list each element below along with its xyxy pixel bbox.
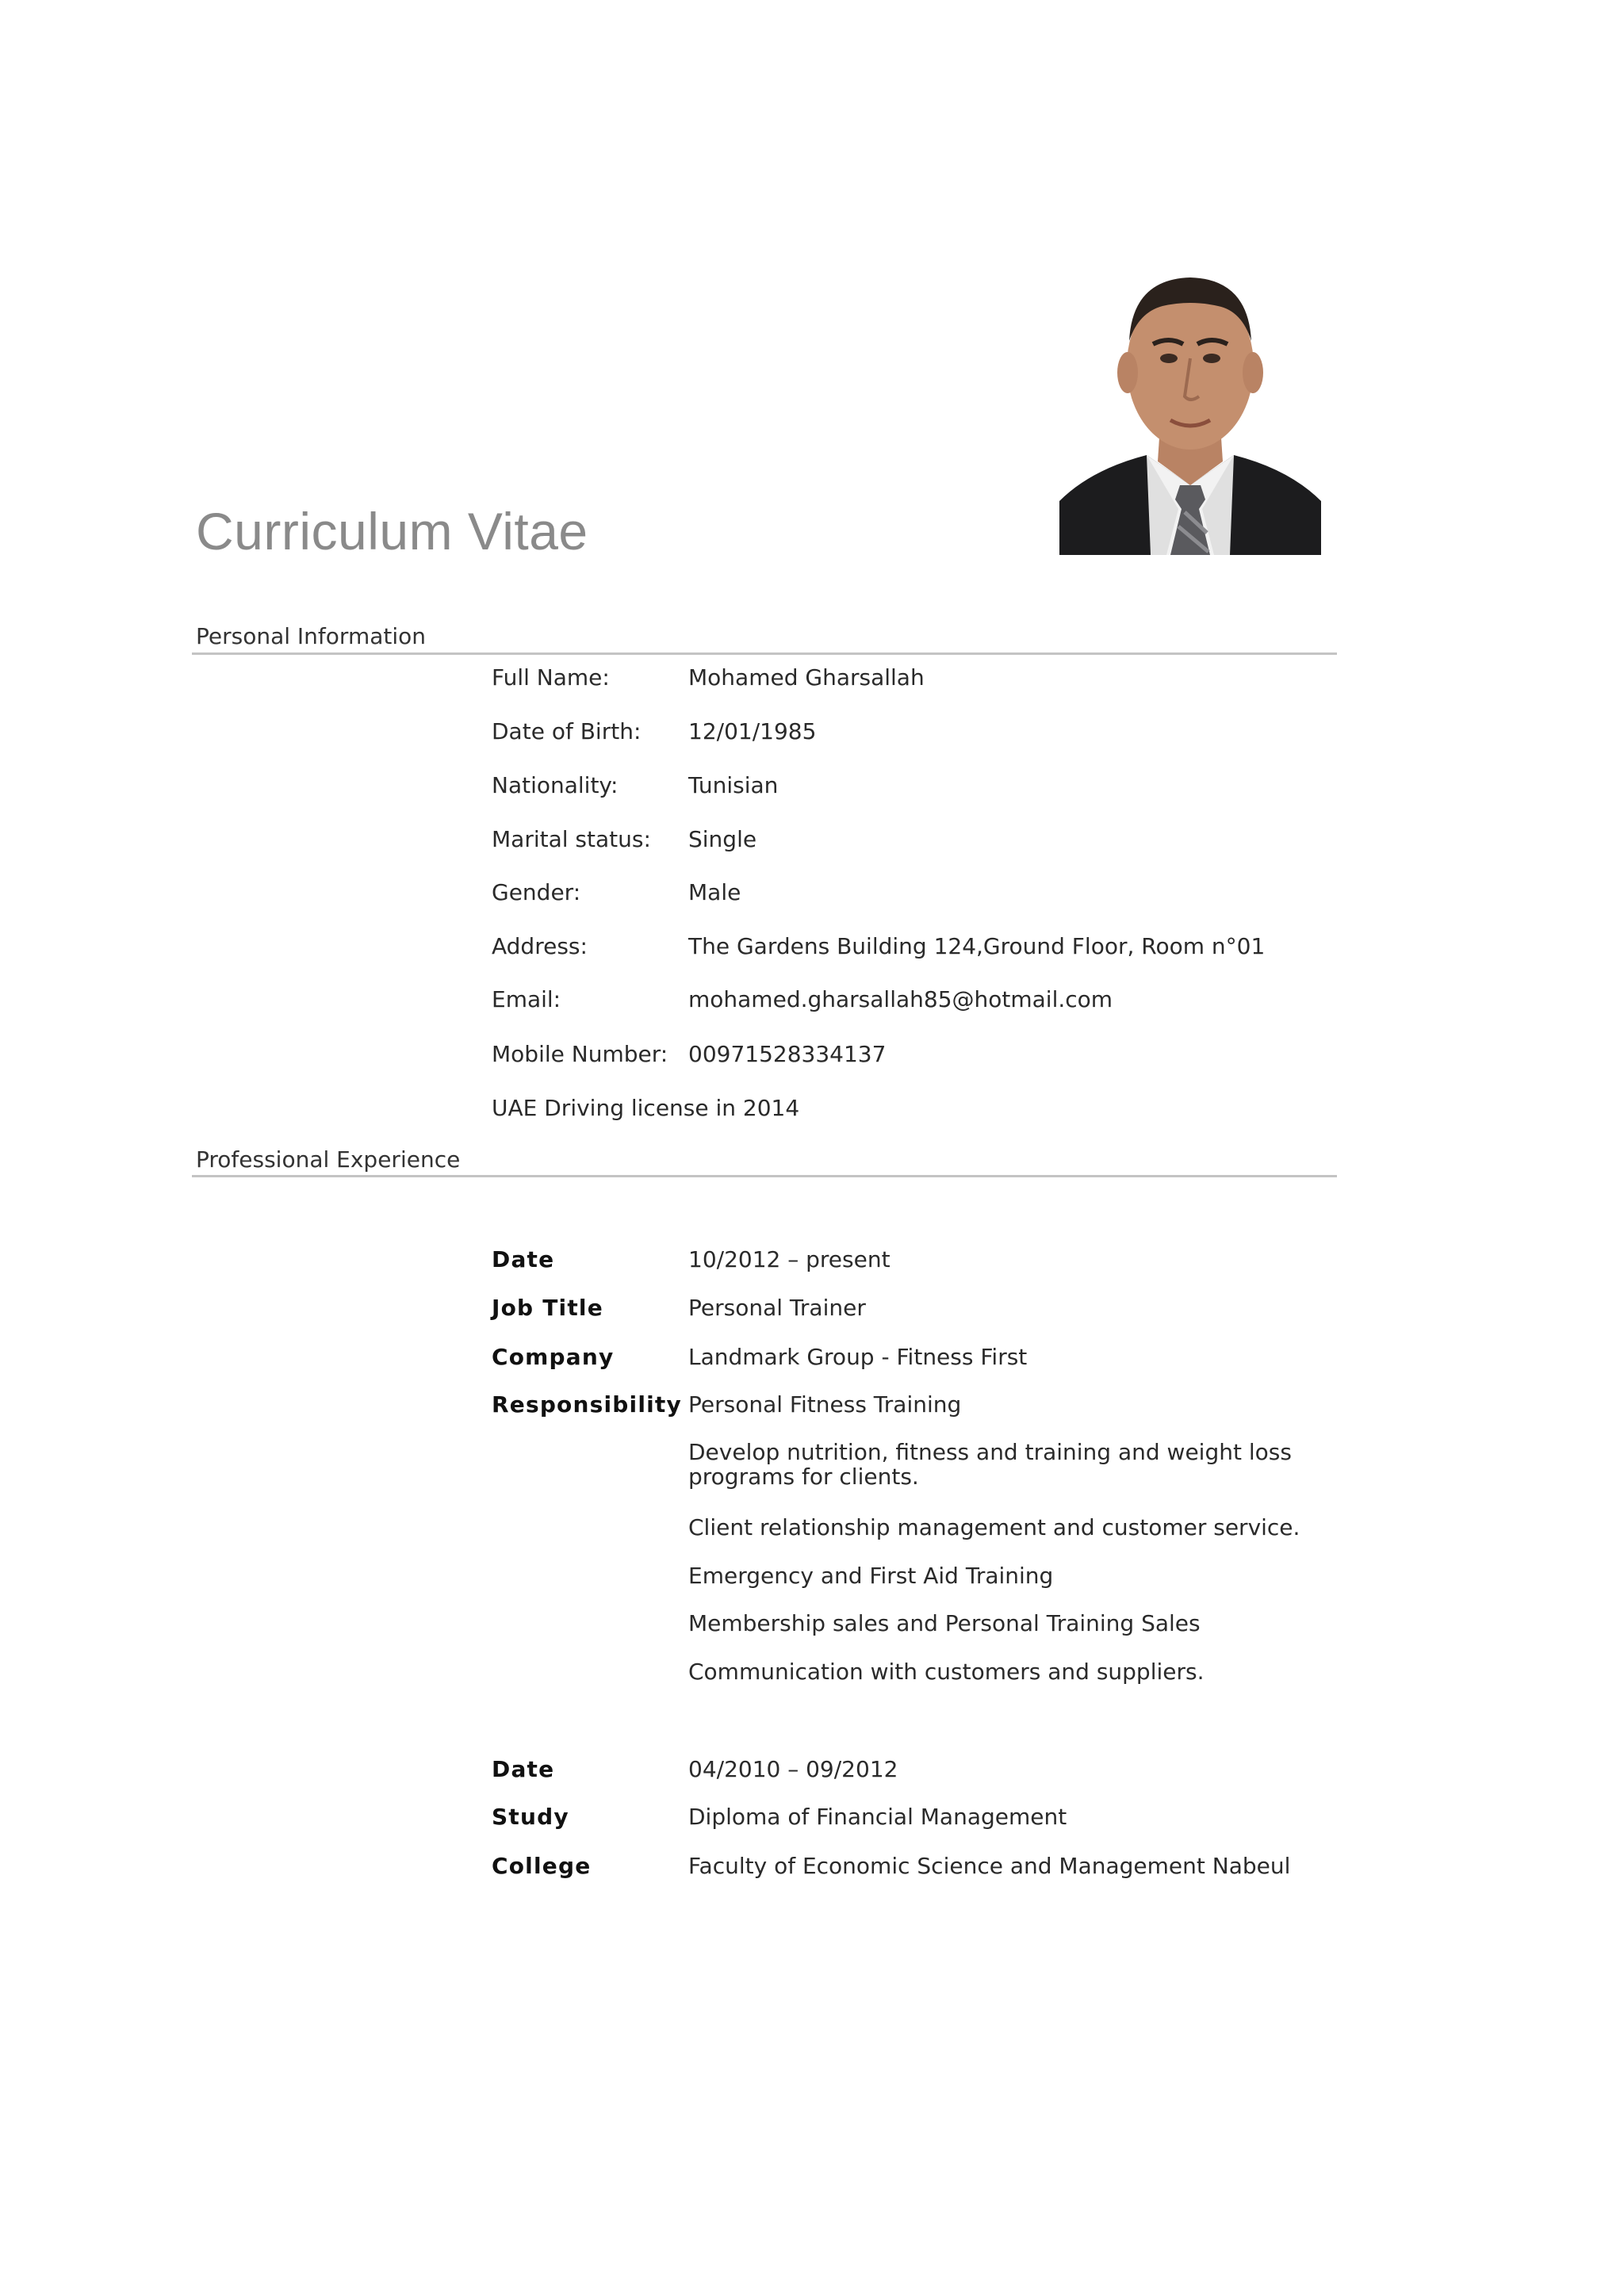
value-company: Landmark Group - Fitness First (688, 1344, 1028, 1370)
value-mobile-number: 00971528334137 (688, 1041, 887, 1067)
value-email: mohamed.gharsallah85@hotmail.com (688, 986, 1113, 1012)
section-divider (192, 652, 1337, 655)
label-date-of-birth: Date of Birth: (492, 718, 642, 744)
value-gender: Male (688, 879, 741, 905)
value-marital-status: Single (688, 826, 757, 852)
label-full-name: Full Name: (492, 664, 610, 691)
label-study: Study (492, 1804, 569, 1830)
section-heading-personal: Personal Information (196, 623, 427, 649)
value-education-date: 04/2010 – 09/2012 (688, 1756, 898, 1782)
section-heading-experience: Professional Experience (196, 1146, 461, 1173)
value-study: Diploma of Financial Management (688, 1804, 1067, 1830)
label-job-title: Job Title (492, 1295, 603, 1321)
document-title: Curriculum Vitae (196, 502, 588, 561)
profile-photo (1059, 247, 1321, 555)
value-address: The Gardens Building 124,Ground Floor, Room n°01 (688, 933, 1266, 959)
responsibility-item: Communication with customers and suppliers. (688, 1659, 1205, 1685)
value-nationality: Tunisian (688, 772, 779, 798)
responsibility-item: Emergency and First Aid Training (688, 1563, 1054, 1589)
value-job-title: Personal Trainer (688, 1295, 866, 1321)
value-date-of-birth: 12/01/1985 (688, 718, 817, 744)
responsibility-item: Membership sales and Personal Training Sales (688, 1610, 1201, 1636)
label-nationality: Nationality: (492, 772, 619, 798)
section-divider (192, 1175, 1337, 1177)
value-full-name: Mohamed Gharsallah (688, 664, 925, 691)
label-college: College (492, 1853, 592, 1879)
responsibility-item: Client relationship management and customer service. (688, 1514, 1300, 1540)
label-marital-status: Marital status: (492, 826, 651, 852)
label-email: Email: (492, 986, 561, 1012)
label-responsibility: Responsibility (492, 1391, 682, 1418)
value-college: Faculty of Economic Science and Management Nabeul (688, 1853, 1291, 1879)
responsibility-item: Develop nutrition, fitness and training and weight loss programs for clients. (688, 1439, 1292, 1490)
value-job-date: 10/2012 – present (688, 1246, 891, 1272)
label-mobile-number: Mobile Number: (492, 1041, 668, 1067)
label-company: Company (492, 1344, 615, 1370)
driving-license-note: UAE Driving license in 2014 (492, 1095, 800, 1121)
label-job-date: Date (492, 1246, 555, 1272)
label-education-date: Date (492, 1756, 555, 1782)
label-address: Address: (492, 933, 588, 959)
label-gender: Gender: (492, 879, 581, 905)
responsibility-item: Personal Fitness Training (688, 1391, 962, 1418)
